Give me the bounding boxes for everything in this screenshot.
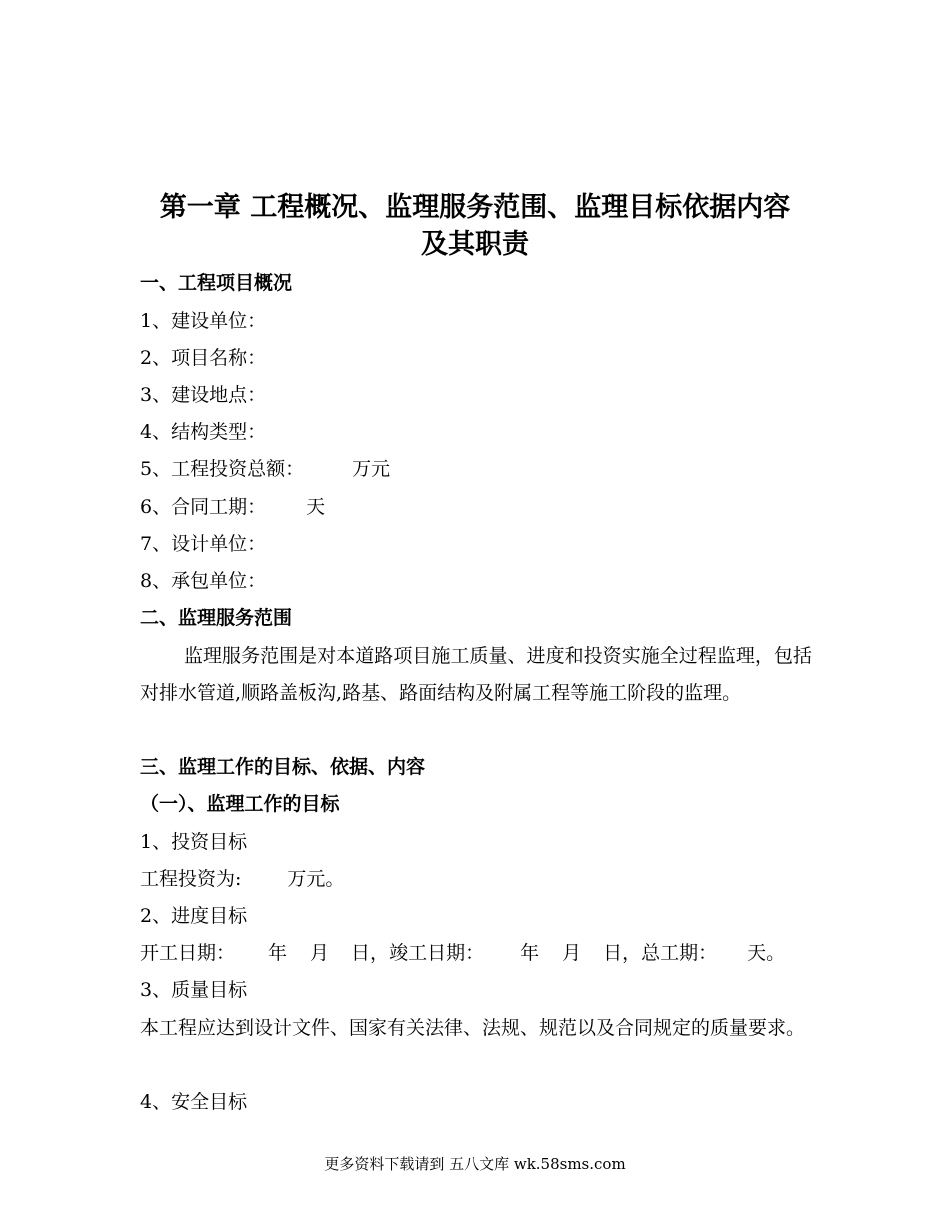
duration-unit: 天 [306, 496, 326, 518]
chapter-title-line1: 第一章 工程概况、监理服务范围、监理目标依据内容 [159, 192, 791, 223]
project-item-4: 4、结构类型： [140, 421, 267, 443]
investment-unit: 万元 [352, 458, 391, 480]
project-item-8: 8、承包单位： [140, 570, 267, 592]
project-item-5-label: 5、工程投资总额： [140, 458, 305, 480]
project-item-7: 7、设计单位： [140, 533, 267, 555]
end-year: 年 [520, 942, 540, 964]
project-item-5 [140, 456, 820, 482]
end-month: 月 [562, 942, 582, 964]
goal1-text [140, 866, 820, 892]
service-scope-paragraph: 监理服务范围是对本道路项目施工质量、进度和投资实施全过程监理，包括对排水管道,顺路盖板沟,路基、路面结构及附属工程等施工阶段的监理。 [140, 645, 812, 704]
goal3-text: 本工程应达到设计文件、国家有关法律、法规、规范以及合同规定的质量要求。 [140, 1017, 806, 1039]
end-day: 日， [603, 942, 642, 964]
project-item-2: 2、项目名称： [140, 347, 267, 369]
chapter-title-line2: 及其职责 [421, 229, 529, 260]
section1-heading: 一、工程项目概况 [140, 272, 293, 294]
project-item-6 [140, 494, 820, 520]
section2-heading: 二、监理服务范围 [140, 607, 293, 629]
goal2-text [140, 940, 820, 966]
start-year: 年 [268, 942, 288, 964]
start-date-label: 开工日期： [140, 942, 236, 964]
start-month: 月 [310, 942, 330, 964]
project-item-6-label: 6、合同工期： [140, 496, 267, 518]
total-duration-label: 总工期： [641, 942, 718, 964]
project-item-3: 3、建设地点： [140, 384, 267, 406]
start-day: 日， [351, 942, 390, 964]
goal1-text-prefix: 工程投资为: [140, 868, 242, 890]
total-duration-suffix: 天。 [747, 942, 786, 964]
goal3-label: 3、质量目标 [140, 979, 248, 1001]
end-date-label: 竣工日期： [389, 942, 485, 964]
goal1-text-suffix: 万元。 [287, 868, 345, 890]
page-footer: 更多资料下载请到 五八文库 wk.58sms.com [324, 1155, 626, 1173]
project-item-1: 1、建设单位： [140, 310, 267, 332]
goal1-label: 1、投资目标 [140, 831, 248, 853]
section3-subheading: （一）、监理工作的目标 [140, 793, 340, 815]
goal2-label: 2、进度目标 [140, 905, 248, 927]
section3-heading: 三、监理工作的目标、依据、内容 [140, 756, 426, 778]
goal4-label: 4、安全目标 [140, 1091, 248, 1113]
